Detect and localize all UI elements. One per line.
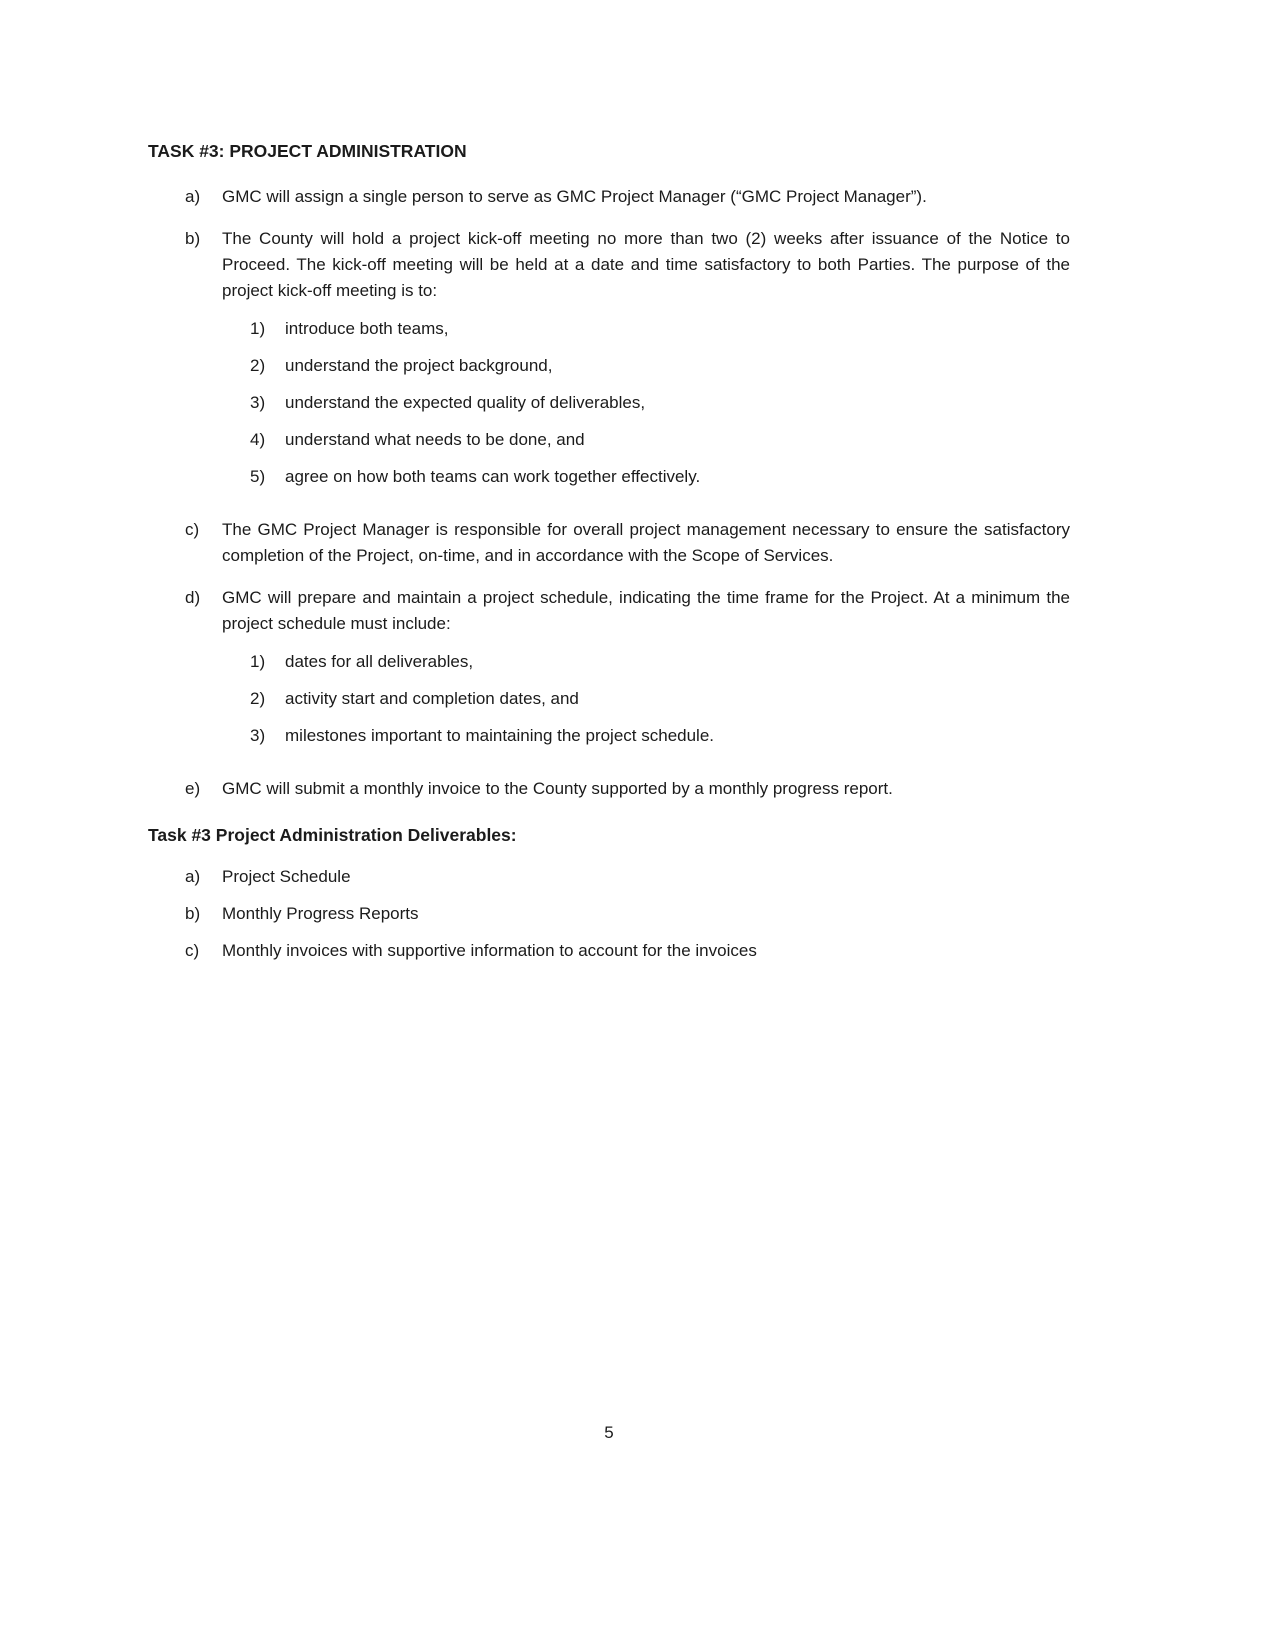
item-text-wrap	[222, 585, 1070, 760]
sub-item-text: activity start and completion dates, and	[285, 689, 579, 708]
list-item-c	[185, 517, 1070, 569]
sub-item-text: understand the project background,	[285, 356, 553, 375]
sub-item-text: understand what needs to be done, and	[285, 430, 585, 449]
sub-item-marker: 5)	[250, 467, 266, 486]
item-marker: e)	[185, 779, 201, 798]
item-text-wrap	[222, 226, 1070, 501]
sub-item-marker: 2)	[250, 356, 266, 375]
deliverable-text: Monthly Progress Reports	[222, 904, 419, 923]
item-marker: c)	[185, 520, 200, 539]
sub-item	[250, 427, 1070, 453]
item-marker: d)	[185, 588, 201, 607]
sub-item-text: introduce both teams,	[285, 319, 449, 338]
item-marker: a)	[185, 867, 201, 886]
item-marker: b)	[185, 904, 201, 923]
sub-item-text: milestones important to maintaining the project schedule.	[285, 726, 715, 745]
sub-item	[250, 316, 1070, 342]
sub-item-text: understand the expected quality of deliverables,	[285, 393, 646, 412]
section-heading: TASK #3: PROJECT ADMINISTRATION	[148, 141, 467, 161]
list-item-a	[185, 184, 1070, 210]
list-item-e	[185, 776, 1070, 802]
sub-item	[250, 686, 1070, 712]
sub-item	[250, 723, 1070, 749]
deliverable-item-a	[185, 864, 1070, 890]
sub-item-text: agree on how both teams can work together effectively.	[285, 467, 701, 486]
item-text: GMC will assign a single person to serve as GMC Project Manager (“GMC Project Manager”).	[222, 187, 927, 206]
item-text: The GMC Project Manager is responsible for overall project management necessary to ensure the satisfactory completion of the Project, on-time, and in accordance with the Scope of Services.	[222, 520, 1070, 565]
deliverables-list	[185, 864, 1070, 964]
sub-item-marker: 3)	[250, 393, 266, 412]
task-letter-list	[185, 184, 1070, 802]
sub-item	[250, 390, 1070, 416]
item-text: GMC will submit a monthly invoice to the County supported by a monthly progress report.	[222, 779, 893, 798]
sub-item	[250, 464, 1070, 490]
item-marker: c)	[185, 941, 200, 960]
item-marker: a)	[185, 187, 201, 206]
item-text: GMC will prepare and maintain a project schedule, indicating the time frame for the Project. At a minimum the project schedule must include:	[222, 588, 1070, 633]
sub-item	[250, 353, 1070, 379]
numbered-sub-list	[250, 316, 1070, 490]
sub-item-marker: 3)	[250, 726, 266, 745]
sub-item-text: dates for all deliverables,	[285, 652, 474, 671]
sub-item	[250, 649, 1070, 675]
deliverable-text: Monthly invoices with supportive information to account for the invoices	[222, 941, 757, 960]
sub-item-marker: 1)	[250, 319, 266, 338]
list-item-d	[185, 585, 1070, 760]
sub-item-marker: 4)	[250, 430, 266, 449]
item-text: The County will hold a project kick-off meeting no more than two (2) weeks after issuance of the Notice to Proceed. The kick-off meeting will be held at a date and time satisfactory to both Parties. The purpose of the project kick-off meeting is to:	[222, 229, 1070, 300]
numbered-sub-list	[250, 649, 1070, 749]
deliverables-heading: Task #3 Project Administration Deliverables:	[148, 825, 517, 845]
deliverable-item-c	[185, 938, 1070, 964]
item-marker: b)	[185, 229, 201, 248]
deliverable-item-b	[185, 901, 1070, 927]
list-item-b	[185, 226, 1070, 501]
sub-item-marker: 2)	[250, 689, 266, 708]
page-number: 5	[604, 1423, 614, 1442]
deliverable-text: Project Schedule	[222, 867, 351, 886]
sub-item-marker: 1)	[250, 652, 266, 671]
